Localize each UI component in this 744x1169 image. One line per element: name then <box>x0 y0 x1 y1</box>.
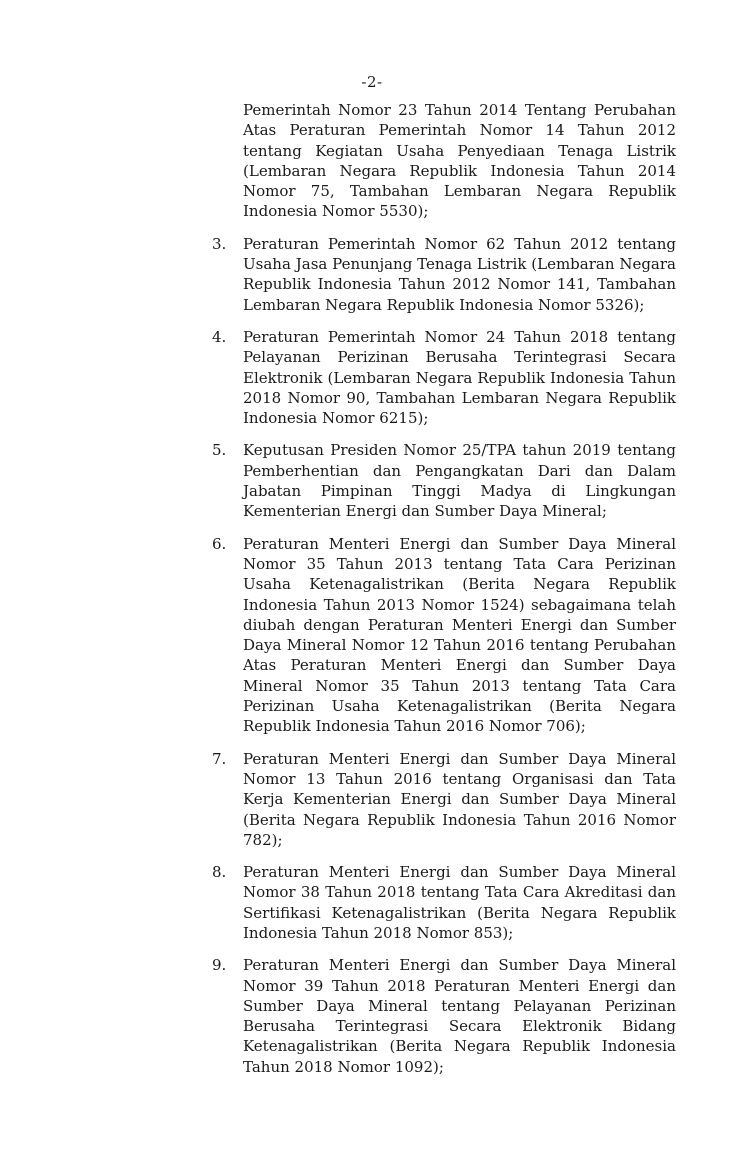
list-item-text: Pemerintah Nomor 23 Tahun 2014 Tentang Perubahan Atas Peraturan Pemerintah Nomor 14 Tahun 2012 tentang Kegiatan Usaha Penyediaan Tenaga Listrik (Lembaran Negara Republik Indonesia Tahun 2014 Nomor 75, Tambahan Lembaran Negara Republik Indonesia Nomor 5530); <box>243 101 676 221</box>
list-item <box>212 862 676 943</box>
list-item-text: Peraturan Menteri Energi dan Sumber Daya Mineral Nomor 13 Tahun 2016 tentang Organisasi dan Tata Kerja Kementerian Energi dan Sumber Daya Mineral (Berita Negara Republik Indonesia Tahun 2016 Nomor 782); <box>243 749 676 849</box>
list-item <box>212 327 676 428</box>
list-item-number: 6. <box>212 534 227 553</box>
list-item-number: 9. <box>212 956 227 975</box>
list-item-text: Peraturan Menteri Energi dan Sumber Daya Mineral Nomor 35 Tahun 2013 tentang Tata Cara Perizinan Usaha Ketenagalistrikan (Berita Negara Republik Indonesia Tahun 2013 Nomor 1524) sebagaimana telah diubah dengan Peraturan Menteri Energi dan Sumber Daya Mineral Nomor 12 Tahun 2016 tentang Perubahan Atas Peraturan Menteri Energi dan Sumber Daya Mineral Nomor 35 Tahun 2013 tentang Tata Cara Perizinan Usaha Ketenagalistrikan (Berita Negara Republik Indonesia Tahun 2016 Nomor 706); <box>243 534 676 736</box>
list-item-text: Peraturan Menteri Energi dan Sumber Daya Mineral Nomor 38 Tahun 2018 tentang Tata Cara Akreditasi dan Sertifikasi Ketenagalistrikan (Berita Negara Republik Indonesia Tahun 2018 Nomor 853); <box>243 863 676 942</box>
list-item-number: 4. <box>212 327 227 346</box>
list-item <box>212 234 676 315</box>
list-item <box>212 749 676 850</box>
list-item-text: Keputusan Presiden Nomor 25/TPA tahun 2019 tentang Pemberhentian dan Pengangkatan Dari dan Dalam Jabatan Pimpinan Tinggi Madya di Lingkungan Kementerian Energi dan Sumber Daya Mineral; <box>243 441 676 521</box>
list-item <box>212 534 676 737</box>
legal-basis-list <box>212 100 676 1089</box>
list-item-number: 5. <box>212 441 227 460</box>
list-item-number: 3. <box>212 234 227 253</box>
list-item-number: 8. <box>212 863 227 882</box>
list-item-text: Peraturan Pemerintah Nomor 24 Tahun 2018 tentang Pelayanan Perizinan Berusaha Terintegrasi Secara Elektronik (Lembaran Negara Republik Indonesia Tahun 2018 Nomor 90, Tambahan Lembaran Negara Republik Indonesia Nomor 6215); <box>243 327 676 428</box>
list-item <box>212 440 676 521</box>
list-item-number: 7. <box>212 749 227 768</box>
page-number: -2- <box>361 73 383 91</box>
list-item-text: Peraturan Menteri Energi dan Sumber Daya Mineral Nomor 39 Tahun 2018 Peraturan Menteri Energi dan Sumber Daya Mineral tentang Pelayanan Perizinan Berusaha Terintegrasi Secara Elektronik Bidang Ketenagalistrikan (Berita Negara Republik Indonesia Tahun 2018 Nomor 1092); <box>243 956 676 1076</box>
list-item-continuation <box>212 100 676 222</box>
list-item-text: Peraturan Pemerintah Nomor 62 Tahun 2012 tentang Usaha Jasa Penunjang Tenaga Listrik (Lembaran Negara Republik Indonesia Tahun 2012 Nomor 141, Tambahan Lembaran Negara Republik Indonesia Nomor 5326); <box>243 234 676 314</box>
list-item <box>212 955 676 1077</box>
